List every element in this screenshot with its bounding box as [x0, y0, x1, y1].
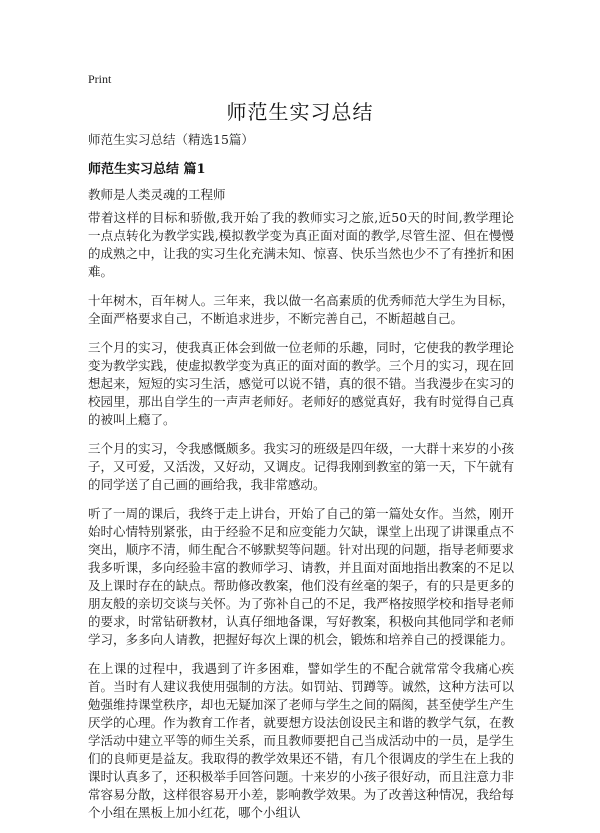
section-heading: 师范生实习总结 篇1 [88, 162, 206, 177]
page-title: 师范生实习总结 [226, 100, 374, 124]
paragraph: 三个月的实习，令我感慨颇多。我实习的班级是四年级，一大群十来岁的小孩子，又可爱，又活泼，又好动，又调皮。记得我刚到教室的第一天，下午就有的同学送了自己画的画给我，我非常感动。 [88, 441, 514, 492]
paragraph: 在上课的过程中，我遇到了许多困难，譬如学生的不配合就常常令我痛心疾首。当时有人建议我使用强制的方法。如罚站、罚蹲等。诚然，这种方法可以勉强维持课堂秩序，却也无疑加深了老师与学生之间的隔阂，甚至使学生产生厌学的心理。作为教育工作者，就要想方设法创设民主和谐的教学气氛，在教学活动中建立平等的师生关系，而且教师要把自己当成活动中的一员，是学生们的良师更是益友。我取得的教学效果还不错，有几个很调皮的学生在上我的课时认真多了，还积极举手回答问题。十来岁的小孩子很好动，而且注意力非常容易分散，这样很容易开小差，影响教学效果。为了改善这种情况，我给每个小组在黑板上加小红花，哪个小组认 [88, 661, 514, 820]
paragraph: 带着这样的目标和骄傲,我开始了我的教师实习之旅,近50天的时间,教学理论一点点转化为教学实践,模拟教学变为真正面对面的教学,尽管生涩、但在慢慢的成熟之中，让我的实习生化充满未知、惊喜、快乐当然也少不了有挫折和困难。 [88, 210, 514, 279]
paragraph: 十年树木，百年树人。三年来，我以做一名高素质的优秀师范大学生为目标，全面严格要求自己，不断追求进步，不断完善自己，不断超越自己。 [88, 293, 514, 326]
intro-line: 教师是人类灵魂的工程师 [88, 187, 226, 202]
print-label[interactable]: Print [88, 72, 112, 86]
document-subtitle: 师范生实习总结（精选15篇） [88, 132, 254, 147]
paragraph: 听了一周的课后，我终于走上讲台，开始了自己的第一篇处女作。当然，刚开始时心情特别紧张，由于经验不足和应变能力欠缺，课堂上出现了讲课重点不突出，顺序不清，师生配合不够默契等问题。针对出现的问题，指导老师要求我多听课，多向经验丰富的教师学习、请教，并且面对面地指出教案的不足以及上课时存在的缺点。帮助修改教案，他们没有丝毫的架子，有的只是更多的朋友般的亲切交谈与关怀。为了弥补自己的不足，我严格按照学校和指导老师的要求，时常钻研教材，认真仔细地备课，写好教案，积极向其他同学和老师学习，多多向人请教，把握好每次上课的机会，锻炼和培养自己的授课能力。 [88, 506, 514, 647]
paragraph: 三个月的实习，使我真正体会到做一位老师的乐趣，同时，它使我的教学理论变为教学实践，使虚拟教学变为真正的面对面的教学。三个月的实习，现在回想起来，短短的实习生活，感觉可以说不错，真的很不错。当我漫步在实习的校园里，那出自学生的一声声老师好。老师好的感觉真好，我有时觉得自己真的被叫上瘾了。 [88, 340, 514, 427]
article-body [88, 209, 514, 833]
